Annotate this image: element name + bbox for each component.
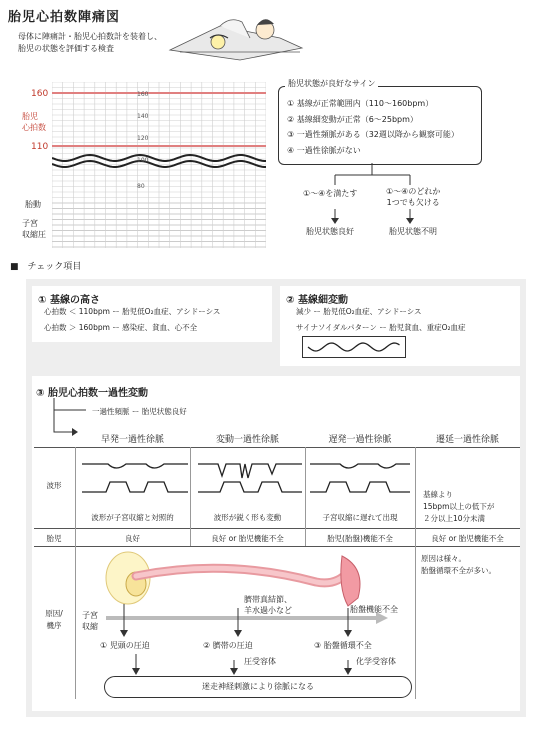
late-uc-wave [310,482,410,492]
hr-axis-label: 胎児 心拍数 [22,112,46,132]
table-header-rule [34,447,520,448]
prolonged-cause: 原因は様々。 胎盤循環不全が多い。 [421,554,496,575]
col-variable: 変動一過性徐脈 [215,435,279,445]
mechanism-1: ① 児頭の圧迫 [100,641,150,650]
sign-item-4: ④ 一過性徐脈がない [287,145,361,155]
result-unknown: 胎児状態不明 [389,227,437,236]
mother-monitor-illustration [160,8,310,64]
early-wave-note: 波形が子宮収縮と対照的 [91,513,174,522]
sign-item-3: ③ 一過性頻脈がある（32週以降から観察可能） [287,130,459,139]
hr-upper-label: 160 [31,89,49,99]
check-items-header: ■ チェック項目 [10,262,82,272]
variability-title: ② 基線細変動 [286,295,348,306]
sign-item-2: ② 基線細変動が正常（6〜25bpm） [287,114,418,124]
intro-text: 母体に陣痛計・胎児心拍数計を装着し、 胎児の状態を評価する検査 [18,32,162,53]
placenta-note: 胎盤機能不全 [350,605,398,614]
grid-label-100: 100 [137,157,149,164]
mechanism-2-receptor: 圧受容体 [244,657,276,666]
table-row1-rule [34,528,520,529]
acceleration-note: 一過性頻脈 ー 胎児状態良好 [92,407,187,416]
row-cause-label: 原因/ 機序 [45,609,63,630]
hr-lower-label: 110 [31,142,49,152]
good-signs-list [287,96,459,158]
branch-left: ①〜④を満たす [303,189,358,198]
grid-label-120: 120 [137,135,149,142]
uc-mech-label: 子宮 収縮 [82,611,98,631]
movement-label: 胎動 [25,200,41,209]
periodic-title: ③ 胎児心拍数一過性変動 [36,388,148,399]
grid-label-80: 80 [137,183,145,190]
prolonged-wave-note: 基線より 15bpm以上の低下が ２分以上10分未満 [423,490,495,523]
ctg-chart [52,82,266,248]
col-prolonged: 遷延一過性徐脈 [435,435,499,445]
variable-uc-wave [198,482,302,492]
final-outcome-pill: 迷走神経刺激により徐脈になる [104,676,412,698]
good-signs-title: 胎児状態が良好なサイン [285,78,378,89]
sign-item-1: ① 基線が正常範囲内（110〜160bpm） [287,99,434,108]
page-title: 胎児心拍数陣痛図 [8,10,121,25]
uc-axis-label: 子宮 収縮圧 [22,219,46,239]
result-good: 胎児状態良好 [306,227,354,236]
mechanism-3-receptor: 化学受容体 [356,657,396,666]
sinusoidal-pattern [302,336,406,358]
mechanism-3: ③ 胎盤循環不全 [314,641,372,650]
variable-fetus-note: 良好 or 胎児機能不全 [211,534,284,543]
cord-note: 臍帯真結節、 羊水過小など [244,595,292,615]
baseline-lines: 心拍数 ＜ 110bpm ー 胎児低O₂血症、アシドーシス 心拍数 ＞ 160bpm ー 感染症、貧血、心不全 [44,307,221,332]
mechanism-2: ② 臍帯の圧迫 [203,641,253,650]
row-fetus-label: 胎児 [46,534,62,543]
grid-label-140: 140 [137,113,149,120]
placenta [341,556,360,606]
early-fetus-note: 良好 [125,534,140,543]
early-uc-wave [82,482,188,492]
table-row2-rule [34,546,520,547]
variable-fhr-wave [198,464,302,478]
row-waveform-label: 波形 [46,481,62,490]
decel-waveforms [78,452,414,508]
late-wave-note: 子宮収縮に遅れて出現 [322,513,398,522]
late-fhr-wave [310,464,410,468]
late-fetus-note: 胎児(胎盤)機能不全 [327,534,393,543]
col-late: 遅発一過性徐脈 [328,435,392,445]
prolonged-fetus-note: 良好 or 胎児機能不全 [431,534,504,543]
col-early: 早発一過性徐脈 [100,435,164,445]
early-fhr-wave [82,464,188,468]
variability-lines: 減少 ー 胎児低O₂血症、アシドーシス サイナソイダルパターン ー 胎児貧血、重症O₂血症 [296,307,466,332]
grid-label-160: 160 [137,91,149,98]
variable-wave-note: 波形が鋭く形も変動 [213,513,282,522]
baseline-title: ① 基線の高さ [38,295,100,306]
branch-right: ①〜④のどれか 1つでも欠ける [386,187,441,207]
